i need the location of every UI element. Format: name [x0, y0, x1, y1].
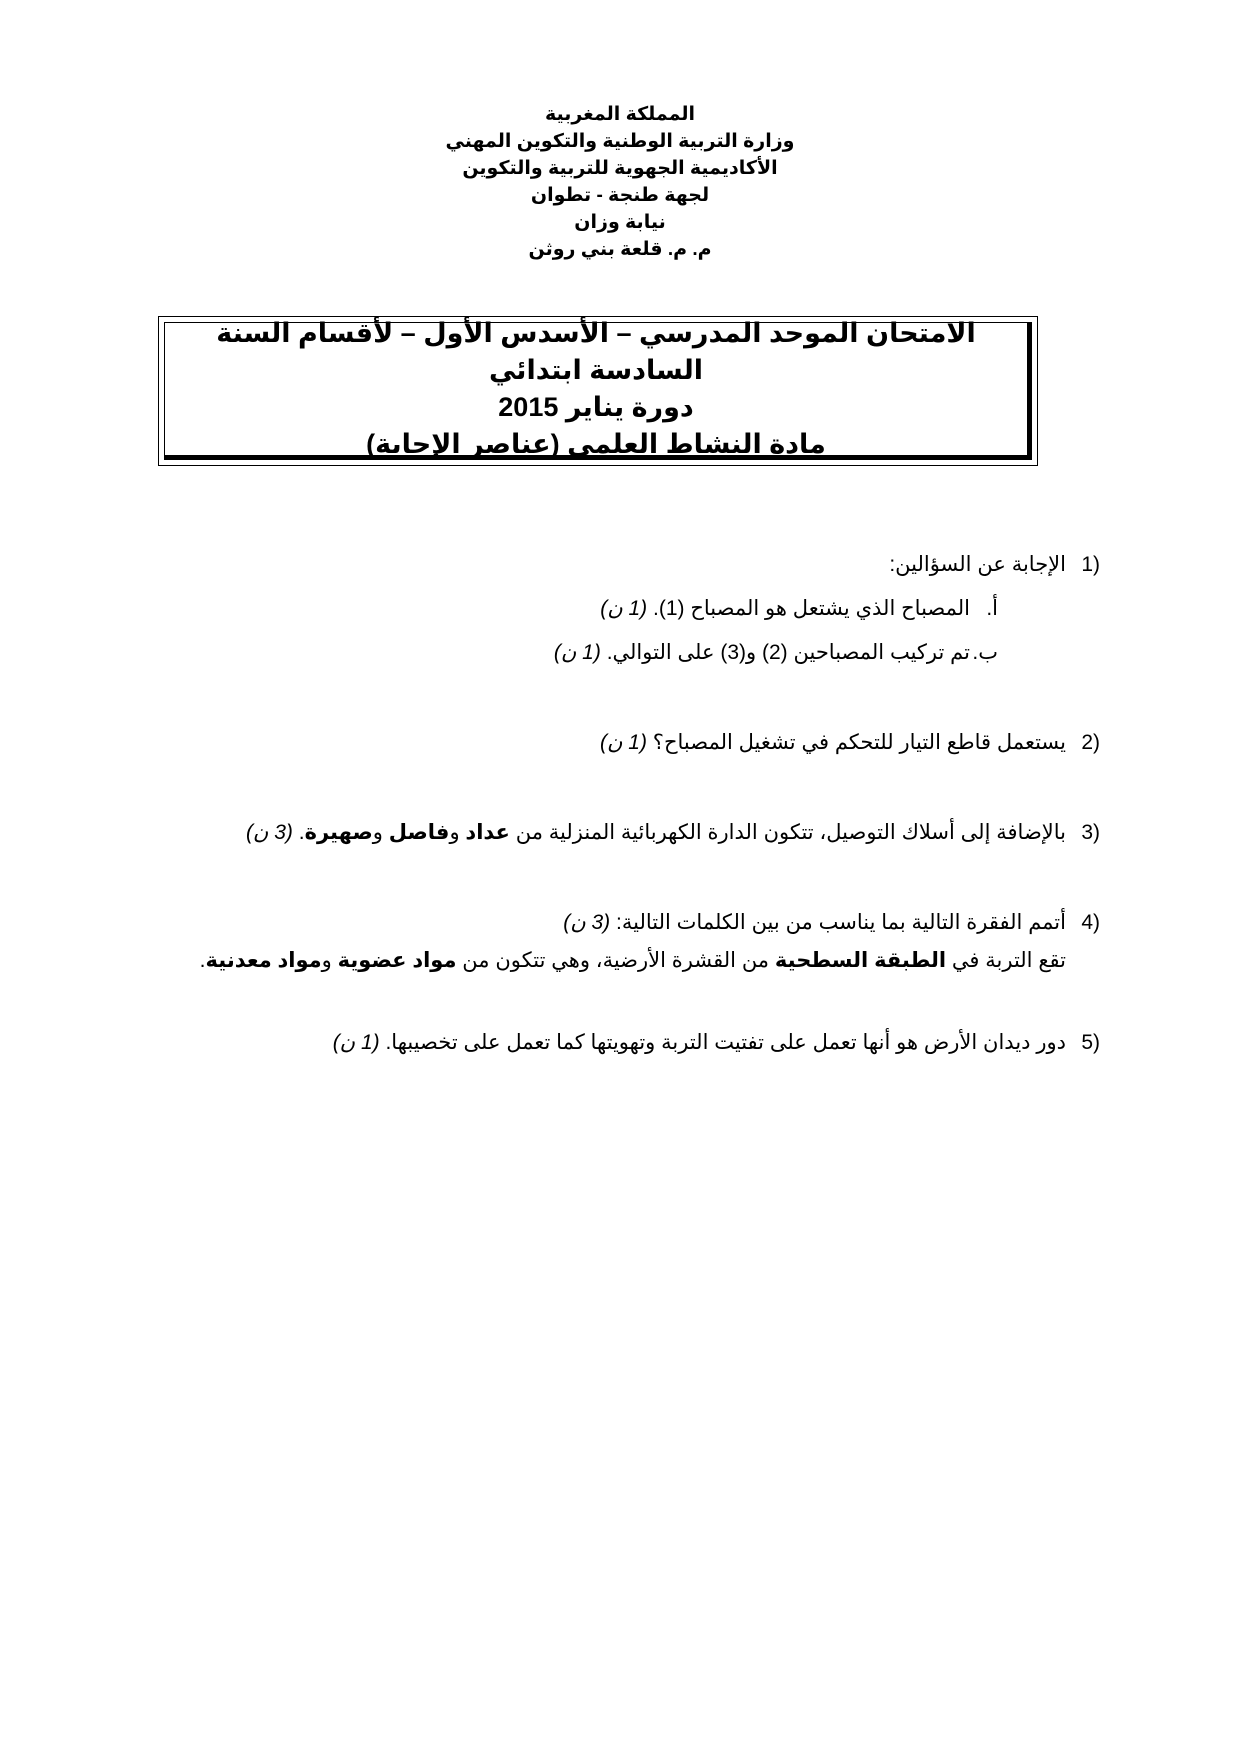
paragraph-text-2: من القشرة الأرضية، وهي تتكون من [456, 949, 775, 972]
exam-title-inner-frame [164, 318, 1032, 460]
keyword-meter: عداد [465, 821, 510, 844]
keyword-breaker: فاصل [388, 821, 450, 844]
question-1-text: الإجابة عن السؤالين: [889, 553, 1066, 576]
header-line-region: لجهة طنجة - تطوان [530, 185, 710, 206]
answer-b-text: تم تركيب المصباحين (2) و(3) على التوالي. [606, 641, 970, 664]
separator: و [449, 821, 466, 844]
institution-header [0, 101, 1240, 263]
exam-subject: مادة النشاط العلمي (عناصر الإجابة) [366, 429, 826, 459]
question-5-text: دور ديدان الأرض هو أنها تعمل على تفتيت التربة وتهويتها كما تعمل على تخصيبها. [385, 1031, 1066, 1054]
answer-key [150, 550, 1100, 1058]
answer-a-mark: (1 ن) [600, 597, 648, 620]
question-4 [150, 908, 1100, 938]
paragraph-text-3: و [321, 949, 338, 972]
answer-b-letter: ب. [972, 641, 998, 664]
header-line-ministry: وزارة التربية الوطنية والتكوين المهني [445, 131, 795, 152]
answer-b-mark: (1 ن) [553, 641, 601, 664]
question-3-text: بالإضافة إلى أسلاك التوصيل، تتكون الدارة الكهربائية المنزلية من [509, 821, 1066, 844]
question-3 [150, 818, 1100, 848]
question-2-text: يستعمل قاطع التيار للتحكم في تشغيل المصباح؟ [652, 731, 1066, 754]
question-5 [150, 1028, 1100, 1058]
question-4-paragraph [150, 946, 1100, 976]
keyword-organic-matter: مواد عضوية [337, 949, 457, 972]
exam-title: الامتحان الموحد المدرسي – الأسدس الأول – لأقسام السنة السادسة ابتدائي [216, 318, 976, 385]
header-line-directorate: نيابة وزان [574, 212, 666, 233]
paragraph-text-4: . [199, 949, 206, 972]
answer-a-letter: أ. [986, 597, 998, 620]
header-line-academy: الأكاديمية الجهوية للتربية والتكوين [462, 158, 778, 179]
question-5-number: (5 [1081, 1031, 1100, 1054]
question-1-number: (1 [1081, 553, 1100, 576]
answer-a-text: المصباح الذي يشتعل هو المصباح (1). [653, 597, 970, 620]
question-1 [150, 550, 1100, 668]
paragraph-text-1: تقع التربة في [946, 949, 1066, 972]
question-2-mark: (1 ن) [600, 731, 647, 754]
question-1-answer-b [150, 638, 1066, 668]
exam-session: دورة يناير 2015 [498, 392, 694, 422]
header-line-school: م. م. قلعة بني روثن [528, 239, 712, 260]
question-2 [150, 728, 1100, 758]
keyword-mineral-matter: مواد معدنية [205, 949, 322, 972]
question-3-number: (3 [1081, 821, 1100, 844]
exam-title-box [158, 316, 1038, 466]
question-4-number: (4 [1081, 911, 1100, 934]
keyword-surface-layer: الطبقة السطحية [774, 949, 947, 972]
question-4-text: أتمم الفقرة التالية بما يناسب من بين الكلمات التالية: [616, 911, 1066, 934]
question-3-mark: (3 ن) [245, 821, 293, 844]
separator: و [372, 821, 389, 844]
question-4-mark: (3 ن) [563, 911, 611, 934]
question-1-answer-a [150, 594, 1066, 624]
question-5-mark: (1 ن) [332, 1031, 380, 1054]
header-line-kingdom: المملكة المغربية [544, 104, 696, 125]
keyword-fuse: صهيرة [304, 821, 373, 844]
period: . [298, 821, 305, 844]
question-2-number: (2 [1081, 731, 1100, 754]
